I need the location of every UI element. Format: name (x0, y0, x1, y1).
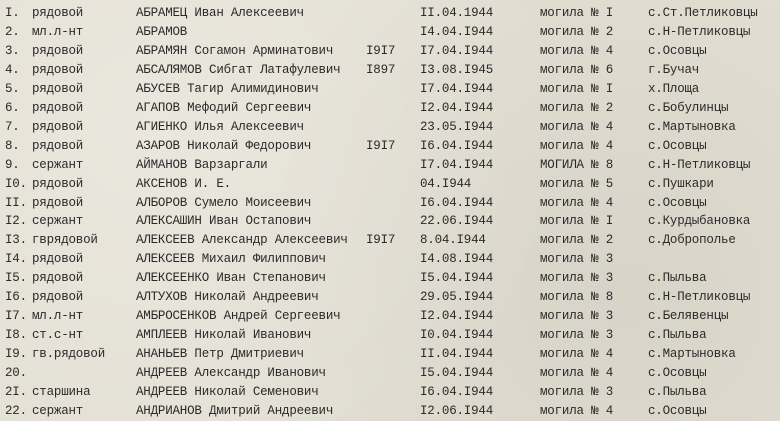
table-row (0, 326, 780, 345)
row-name: АНАНЬЕВ Петр Дмитриевич (136, 347, 304, 362)
table-row (0, 231, 780, 250)
row-name: АГИЕНКО Илья Алексеевич (136, 119, 304, 134)
row-num: I9. (5, 347, 27, 362)
row-date: I7.04.I944 (420, 43, 494, 58)
row-place: с.Осовцы (648, 366, 707, 381)
row-grave: могила № 3 (540, 328, 614, 343)
row-rank: рядовой (32, 176, 84, 191)
row-name: АЛЕКСАШИН Иван Остапович (136, 214, 312, 229)
row-grave: МОГИЛА № 8 (540, 157, 614, 172)
row-name: АНДРЕЕВ Николай Семенович (136, 385, 319, 399)
table-row (0, 99, 780, 118)
row-place: с.Пыльва (648, 385, 707, 399)
row-date: II.04.I944 (420, 347, 494, 362)
row-year: I9I7 (366, 43, 396, 58)
row-rank: мл.л-нт (32, 309, 84, 324)
row-date: I5.04.I944 (420, 366, 494, 381)
row-name: АБСАЛЯМОВ Сибгат Латафулевич (136, 62, 341, 77)
row-num: 4. (5, 62, 20, 77)
table-row (0, 364, 780, 383)
row-rank: гврядовой (32, 233, 98, 248)
row-name: АНДРИАНОВ Дмитрий Андреевич (136, 403, 334, 418)
row-grave: могила № 3 (540, 385, 614, 399)
row-rank: рядовой (32, 62, 84, 77)
row-grave: могила № 4 (540, 347, 614, 362)
row-place: с.Н-Петликовцы (648, 157, 751, 172)
row-place: с.Доброполье (648, 233, 736, 248)
row-num: 9. (5, 157, 20, 172)
row-rank: рядовой (32, 100, 84, 115)
table-row (0, 269, 780, 288)
row-num: 7. (5, 119, 20, 134)
row-name: АГАПОВ Мефодий Сергеевич (136, 100, 312, 115)
row-num: II. (5, 195, 27, 210)
row-date: I7.04.I944 (420, 157, 494, 172)
row-num: I7. (5, 309, 27, 324)
row-place: с.Ст.Петликовцы (648, 6, 758, 20)
row-num: I4. (5, 252, 27, 267)
table-row (0, 4, 780, 23)
row-year: I9I7 (366, 233, 396, 248)
row-place: г.Бучач (648, 62, 700, 77)
row-date: I3.08.I945 (420, 62, 494, 77)
row-place: с.Мартыновка (648, 347, 736, 362)
row-year: I9I7 (366, 138, 396, 153)
row-date: 04.I944 (420, 176, 472, 191)
table-row (0, 383, 780, 402)
row-grave: могила № 2 (540, 100, 614, 115)
row-date: I6.04.I944 (420, 385, 494, 399)
row-rank: сержант (32, 403, 84, 418)
row-name: АМБРОСЕНКОВ Андрей Сергеевич (136, 309, 341, 324)
table-row (0, 345, 780, 364)
row-grave: могила № 4 (540, 403, 614, 418)
row-date: 29.05.I944 (420, 290, 494, 305)
row-name: АМПЛЕЕВ Николай Иванович (136, 328, 312, 343)
row-grave: могила № 4 (540, 195, 614, 210)
row-date: II.04.1944 (420, 6, 494, 20)
row-num: 2I. (5, 385, 27, 399)
row-date: 8.04.I944 (420, 233, 486, 248)
table-row (0, 61, 780, 80)
table-row (0, 118, 780, 137)
row-num: 5. (5, 81, 20, 96)
table-row (0, 156, 780, 175)
row-date: I7.04.I944 (420, 81, 494, 96)
row-name: АЗАРОВ Николай Федорович (136, 138, 312, 153)
row-num: 22. (5, 403, 27, 418)
row-grave: могила № 2 (540, 233, 614, 248)
row-rank: сержант (32, 214, 84, 229)
row-rank: рядовой (32, 290, 84, 305)
row-grave: могила № I (540, 81, 614, 96)
row-rank: рядовой (32, 138, 84, 153)
table-row (0, 23, 780, 42)
table-row (0, 194, 780, 213)
row-place: с.Н-Петликовцы (648, 24, 751, 39)
row-num: 20. (5, 366, 27, 381)
row-grave: могила № I (540, 6, 614, 20)
row-num: I0. (5, 176, 27, 191)
row-grave: могила № 4 (540, 366, 614, 381)
row-num: I6. (5, 290, 27, 305)
row-rank: рядовой (32, 81, 84, 96)
row-num: 6. (5, 100, 20, 115)
row-name: АКСЕНОВ И. Е. (136, 176, 231, 191)
row-date: I6.04.I944 (420, 195, 494, 210)
row-place: х.Площа (648, 81, 700, 96)
table-row (0, 288, 780, 307)
row-num: 8. (5, 138, 20, 153)
row-rank: рядовой (32, 119, 84, 134)
row-rank: рядовой (32, 271, 84, 286)
row-rank: ст.с-нт (32, 328, 84, 343)
row-place: с.Пыльва (648, 328, 707, 343)
row-num: 2. (5, 24, 20, 39)
row-num: I2. (5, 214, 27, 229)
row-name: АЛЕКСЕЕВ Александр Алексеевич (136, 233, 348, 248)
row-place: с.Бобулинцы (648, 100, 729, 115)
row-date: I6.04.I944 (420, 138, 494, 153)
row-date: I4.08.I944 (420, 252, 494, 267)
row-place: с.Осовцы (648, 403, 707, 418)
row-place: с.Н-Петликовцы (648, 290, 751, 305)
table-row (0, 175, 780, 194)
row-name: АБРАМЯН Согамон Арминатович (136, 43, 334, 58)
row-grave: могила № 3 (540, 252, 614, 267)
row-place: с.Пыльва (648, 271, 707, 286)
row-num: I8. (5, 328, 27, 343)
row-date: I4.04.I944 (420, 24, 494, 39)
row-year: I897 (366, 62, 396, 77)
row-grave: могила № 4 (540, 138, 614, 153)
row-date: I0.04.I944 (420, 328, 494, 343)
row-rank: рядовой (32, 195, 84, 210)
row-place: с.Осовцы (648, 43, 707, 58)
table-row (0, 42, 780, 61)
table-row (0, 212, 780, 231)
row-rank: сержант (32, 157, 84, 172)
row-name: АБРАМОВ (136, 24, 188, 39)
row-num: I3. (5, 233, 27, 248)
row-date: I2.04.I944 (420, 100, 494, 115)
row-name: АЛТУХОВ Николай Андреевич (136, 290, 319, 305)
row-grave: могила № 3 (540, 271, 614, 286)
row-num: I5. (5, 271, 27, 286)
row-date: I2.04.I944 (420, 309, 494, 324)
row-rank: старшина (32, 385, 91, 399)
row-num: I. (5, 6, 20, 20)
row-grave: могила № 4 (540, 119, 614, 134)
row-place: с.Мартыновка (648, 119, 736, 134)
row-rank: рядовой (32, 43, 84, 58)
row-grave: могила № 4 (540, 43, 614, 58)
row-grave: могила № I (540, 214, 614, 229)
row-name: АБУСЕВ Тагир Алимидинович (136, 81, 319, 96)
row-date: I5.04.I944 (420, 271, 494, 286)
table-row (0, 307, 780, 326)
row-rank: рядовой (32, 252, 84, 267)
row-rank: рядовой (32, 6, 84, 20)
row-name: АНДРЕЕВ Александр Иванович (136, 366, 326, 381)
row-rank: гв.рядовой (32, 347, 106, 362)
table-row (0, 137, 780, 156)
row-name: АБРАМЕЦ Иван Алексеевич (136, 6, 304, 20)
row-name: АЛЕКСЕЕНКО Иван Степанович (136, 271, 326, 286)
row-grave: могила № 2 (540, 24, 614, 39)
row-grave: могила № 5 (540, 176, 614, 191)
row-rank: мл.л-нт (32, 24, 84, 39)
row-grave: могила № 3 (540, 309, 614, 324)
table-row (0, 250, 780, 269)
table-row (0, 402, 780, 421)
row-date: 23.05.I944 (420, 119, 494, 134)
row-place: с.Пушкари (648, 176, 714, 191)
table-row (0, 80, 780, 99)
row-grave: могила № 6 (540, 62, 614, 77)
row-date: 22.06.I944 (420, 214, 494, 229)
row-num: 3. (5, 43, 20, 58)
row-name: АЙМАНОВ Варзаргали (136, 157, 268, 172)
row-place: с.Курдыбановка (648, 214, 751, 229)
row-place: с.Осовцы (648, 195, 707, 210)
row-place: с.Белявенцы (648, 309, 729, 324)
row-place: с.Осовцы (648, 138, 707, 153)
row-date: I2.06.I944 (420, 403, 494, 418)
row-grave: могила № 8 (540, 290, 614, 305)
row-name: АЛБОРОВ Сумело Моисеевич (136, 195, 312, 210)
row-name: АЛЕКСЕЕВ Михаил Филиппович (136, 252, 326, 267)
